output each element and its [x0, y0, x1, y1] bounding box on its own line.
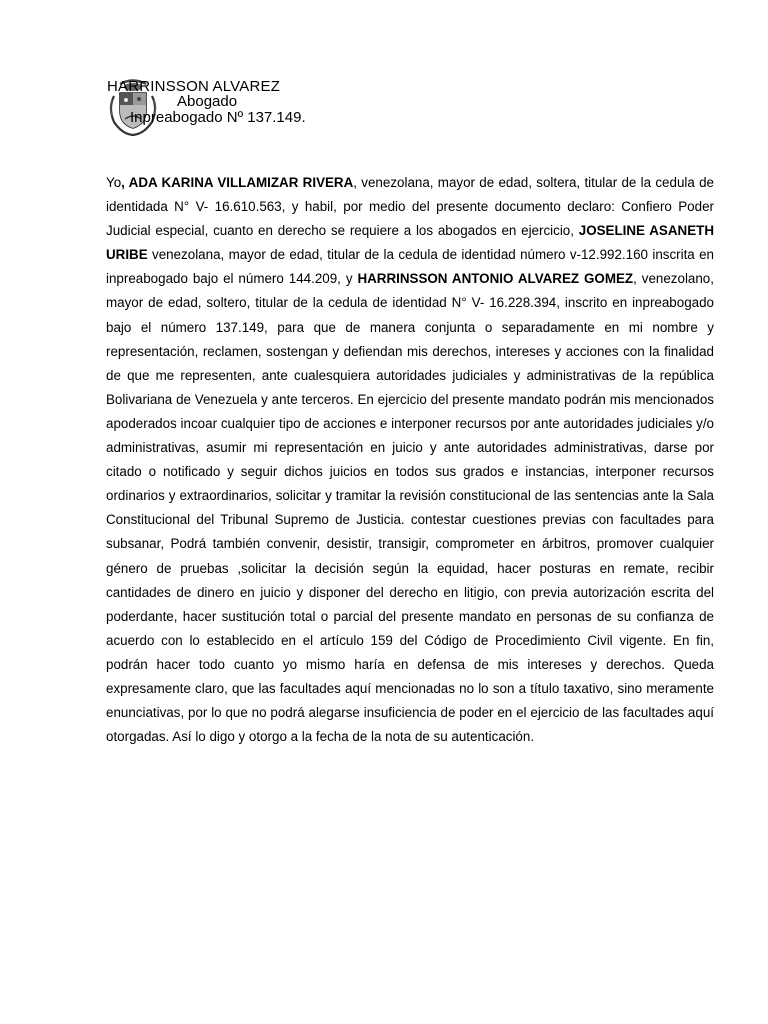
text-segment: venezolana, mayor de edad, titular de la cedula de identidad número v-12.992.160 inscrita en inpreabogado bajo el número 144.209, y [106, 247, 714, 287]
power-of-attorney-text [106, 171, 714, 749]
text-segment: , venezolano, mayor de edad, soltero, titular de la cedula de identidad N° V- 16.228.394, inscrito en inpreabogado bajo el número 137.149, para que de manera conjunta o separadamente en mi nombre y representación, reclamen, sostengan y defiendan mis derechos, intereses y acciones con la finalidad de que me representen, ante cualesquiera autoridades judiciales y administrativas de la república Bolivariana de Venezuela y ante terceros. En ejercicio del presente mandato podrán mis mencionados apoderados incoar cualquier tipo de acciones e interponer recursos por ante autoridades judiciales y/o administrativas, asumir mi representación en juicio y ante autoridades administrativas, darse por citado o notificado y seguir dichos juicios en todos sus grados e instancias, interponer recursos ordinarios y extraordinarios, solicitar y tramitar la revisión constitucional de las sentencias ante la Sala Constitucional del Tribunal Supremo de Justicia. contestar cuestiones previas con facultades para subsanar, Podrá también convenir, desistir, transigir, comprometer en árbitros, promover cualquier género de pruebas ,solicitar la decisión según la equidad, hacer posturas en remate, recibir cantidades de dinero en juicio y disponer del derecho en litigio, con previa autorización escrita del poderdante, hacer sustitución total o parcial del presente mandato en personas de su confianza de acuerdo con lo establecido en el artículo 159 del Código de Procedimiento Civil vigente. En fin, podrán hacer todo cuanto yo mismo haría en defensa de mis intereses y derechos. Queda expresamente claro, que las facultades aquí mencionadas no lo son a título taxativo, sino meramente enunciativas, por lo que no podrá alegarse insuficiencia de poder en el ejercicio de las facultades aquí otorgadas. Así lo digo y otorgo a la fecha de la nota de su autenticación. [106, 271, 714, 745]
power-of-attorney-paragraph [106, 171, 714, 749]
lawyer-name: HARRINSSON ALVAREZ [107, 78, 281, 95]
letterhead [106, 78, 426, 148]
attorney-name-2: HARRINSSON ANTONIO ALVAREZ GOMEZ [357, 271, 634, 287]
lawyer-title: Abogado [177, 93, 238, 110]
text-segment: Yo [106, 175, 122, 190]
lawyer-registration: Inpreabogado Nº 137.149. [130, 109, 306, 126]
attorney-name-1: JOSELINE ASANETH URIBE [106, 223, 714, 263]
text-segment: , venezolana, mayor de edad, soltera, titular de la cedula de identidada N° V- 16.610.563, y habil, por medio del presente documento declaro: Confiero Poder Judicial especial, cuanto en derecho se requiere a los abogados en ejercicio, [106, 175, 714, 239]
grantor-name: , ADA KARINA VILLAMIZAR RIVERA [121, 175, 354, 190]
